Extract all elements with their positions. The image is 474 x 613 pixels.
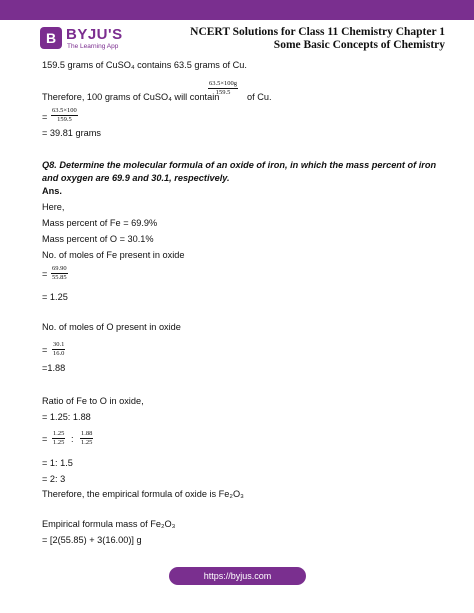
fraction-numerator: 1.88	[81, 430, 93, 437]
moles-o-label: No. of moles of O present in oxide	[42, 322, 181, 332]
fraction-moles-o	[52, 341, 65, 357]
fraction-denominator: 1.25	[53, 438, 65, 446]
fraction-numerator: 69.90	[52, 265, 67, 272]
fraction-denominator: 159.5	[57, 115, 72, 123]
fraction-numerator: 30.1	[53, 341, 65, 348]
text-cuso4-contains: 159.5 grams of CuSO₄ contains 63.5 grams of Cu.	[42, 60, 247, 70]
empirical-mass-label: Empirical formula mass of Fe₂O₃	[42, 519, 176, 529]
ratio-colon: :	[71, 434, 74, 444]
moles-fe-value: = 1.25	[42, 292, 68, 302]
logo-icon: B	[40, 27, 62, 49]
fraction-cu-calc	[51, 107, 78, 123]
title-line-1: NCERT Solutions for Class 11 Chemistry Chapter 1	[190, 26, 445, 38]
ratio-label: Ratio of Fe to O in oxide,	[42, 396, 144, 406]
ratio-simplified: = 1: 1.5	[42, 458, 73, 468]
logo-name: BYJU'S	[66, 26, 123, 43]
fraction-denominator: 55.85	[52, 273, 67, 281]
fraction-numerator: 63.5×100g	[209, 80, 238, 87]
fraction-ratio-o	[80, 430, 93, 446]
empirical-mass-value: = [2(55.85) + 3(16.00)] g	[42, 535, 142, 545]
header-bar	[0, 0, 474, 20]
mass-percent-fe: Mass percent of Fe = 69.9%	[42, 218, 158, 228]
equals-sign: =	[42, 345, 48, 355]
text-of-cu: of Cu.	[247, 92, 272, 102]
fraction-denominator: 1.25	[81, 438, 93, 446]
equals-sign: =	[42, 434, 48, 444]
ratio-value: = 1.25: 1.88	[42, 412, 91, 422]
logo-tagline: The Learning App	[67, 43, 119, 50]
mass-percent-o: Mass percent of O = 30.1%	[42, 234, 154, 244]
byjus-logo[interactable]	[40, 26, 140, 53]
equals-sign: =	[42, 112, 48, 122]
equals-sign: =	[42, 269, 48, 279]
text-here: Here,	[42, 202, 65, 212]
fraction-moles-fe	[51, 265, 68, 281]
title-line-2: Some Basic Concepts of Chemistry	[273, 39, 445, 51]
fraction-numerator: 1.25	[53, 430, 65, 437]
page-title	[190, 26, 445, 52]
fraction-ratio-fe	[52, 430, 65, 446]
empirical-formula: Therefore, the empirical formula of oxide is Fe₂O₃	[42, 489, 244, 499]
answer-label: Ans.	[42, 186, 62, 196]
footer-link[interactable]: https://byjus.com	[169, 567, 306, 585]
fraction-denominator: 16.0	[53, 349, 65, 357]
fraction-denominator: 159.5	[215, 88, 231, 96]
moles-fe-label: No. of moles of Fe present in oxide	[42, 250, 185, 260]
result-grams: = 39.81 grams	[42, 128, 101, 138]
moles-o-value: =1.88	[42, 363, 66, 373]
fraction-numerator: 63.5×100	[52, 107, 77, 114]
ratio-whole: = 2: 3	[42, 474, 66, 484]
question-8: Q8. Determine the molecular formula of an oxide of iron, in which the mass percent of iron and oxygen are 69.9 and 30.1, respectively.	[42, 160, 437, 183]
fraction-cu-grams	[208, 80, 238, 96]
text-therefore-100g: Therefore, 100 grams of CuSO₄ will contain	[42, 92, 220, 102]
